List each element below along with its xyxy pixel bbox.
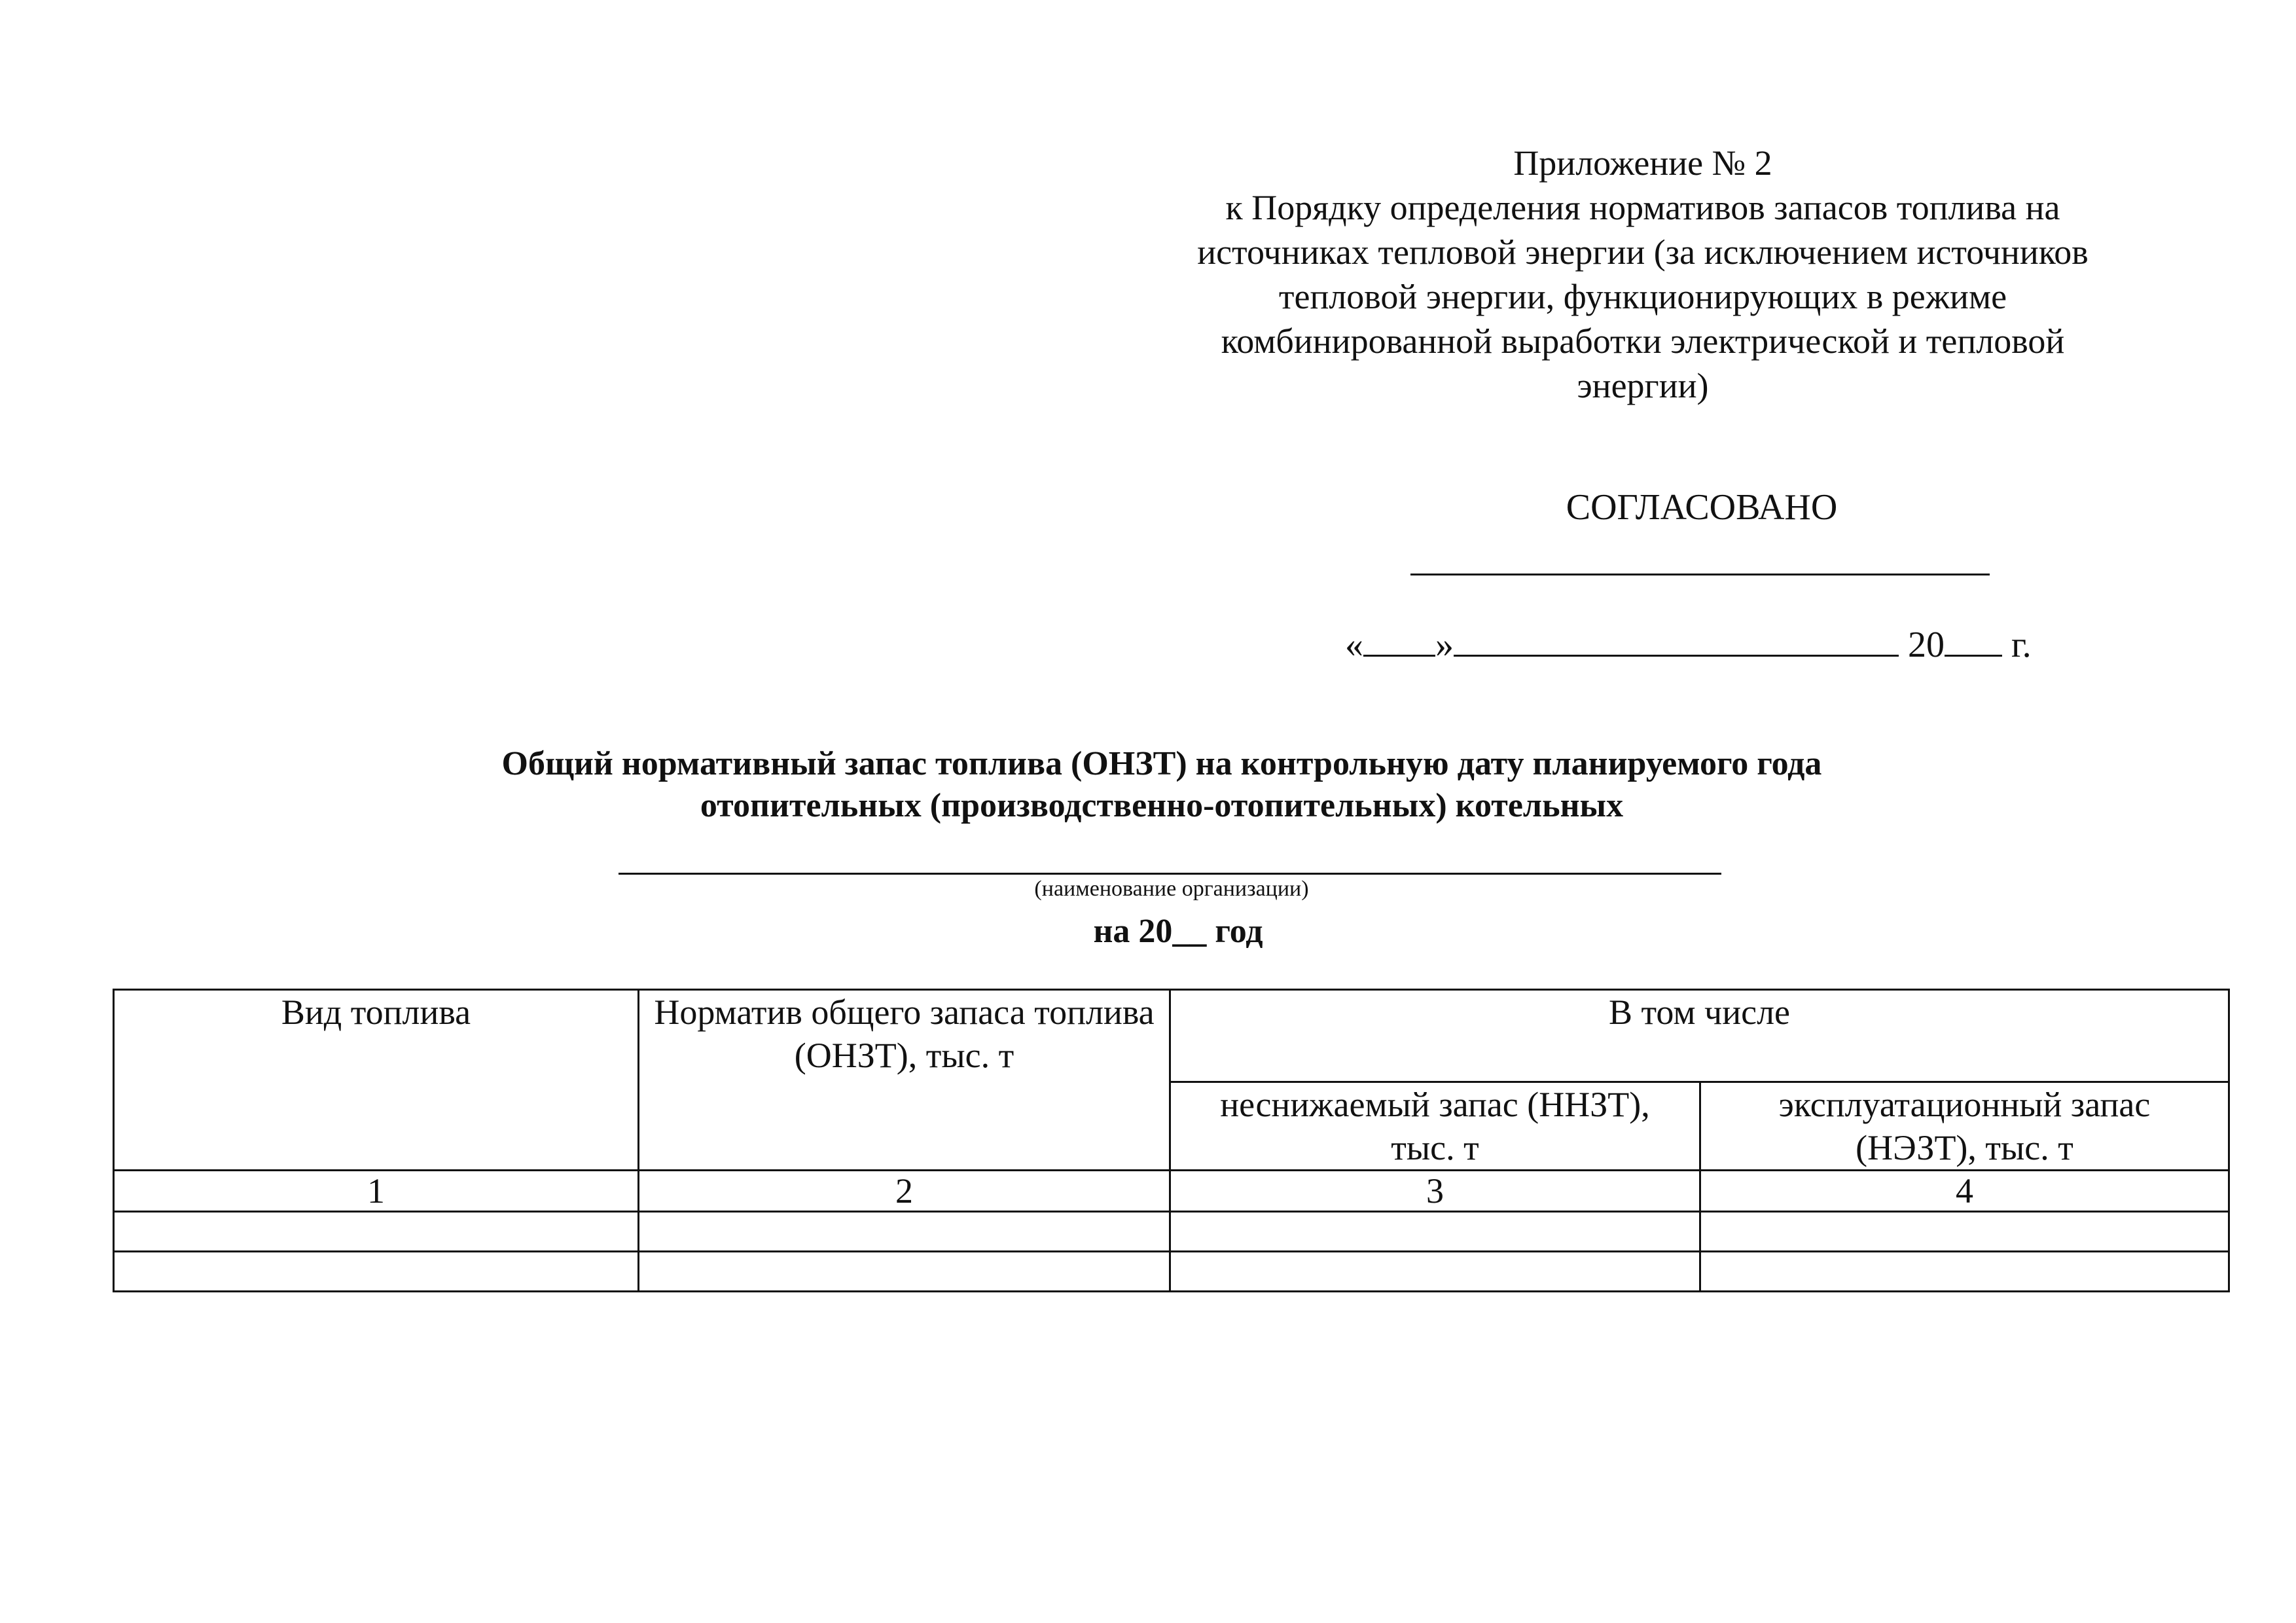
- table-row: [114, 1212, 2229, 1252]
- agreed-label: СОГЛАСОВАНО: [1566, 487, 1838, 528]
- organization-caption: (наименование организации): [1034, 877, 1309, 901]
- appendix-line: источниках тепловой энергии (за исключением источников: [1197, 232, 2089, 272]
- header-nezt: эксплуатационный запас (НЭЗТ), тыс. т: [1700, 1082, 2229, 1171]
- date-close-quote: »: [1435, 625, 1454, 665]
- header-fuel-type: Вид топлива: [114, 990, 639, 1171]
- header-nnzt: неснижаемый запас (ННЗТ), тыс. т: [1170, 1082, 1700, 1171]
- table-cell[interactable]: [1700, 1212, 2229, 1252]
- header-including: В том числе: [1170, 990, 2229, 1082]
- document-title: [327, 743, 1996, 827]
- appendix-line: тепловой энергии, функционирующих в режиме: [1278, 277, 2007, 316]
- table-header-row: [114, 990, 2229, 1082]
- column-number-row: [114, 1171, 2229, 1212]
- day-blank: [1363, 622, 1435, 657]
- column-number: 2: [639, 1171, 1170, 1212]
- appendix-line: Приложение № 2: [1513, 143, 1772, 183]
- appendix-header: [1139, 141, 2147, 408]
- column-number: 4: [1700, 1171, 2229, 1212]
- appendix-line: энергии): [1577, 366, 1709, 405]
- fuel-reserve-table: [113, 989, 2230, 1292]
- appendix-line: комбинированной выработки электрической и тепловой: [1221, 321, 2065, 361]
- table-cell[interactable]: [114, 1212, 639, 1252]
- year-blank: [1945, 622, 2002, 657]
- table-cell[interactable]: [639, 1252, 1170, 1292]
- month-blank: [1454, 622, 1899, 657]
- table-cell[interactable]: [1170, 1212, 1700, 1252]
- table-cell[interactable]: [1700, 1252, 2229, 1292]
- table-cell[interactable]: [1170, 1252, 1700, 1292]
- column-number: 1: [114, 1171, 639, 1212]
- appendix-line: к Порядку определения нормативов запасов топлива на: [1225, 188, 2060, 227]
- year-prefix: 20: [1908, 625, 1945, 665]
- title-line: отопительных (производственно-отопительных) котельных: [700, 787, 1624, 824]
- approval-date-line: [1345, 622, 2065, 668]
- year-suffix: г.: [2011, 625, 2032, 665]
- table-cell[interactable]: [639, 1212, 1170, 1252]
- date-open-quote: «: [1345, 625, 1363, 665]
- column-number: 3: [1170, 1171, 1700, 1212]
- table-row: [114, 1252, 2229, 1292]
- title-line: Общий нормативный запас топлива (ОНЗТ) на контрольную дату планируемого года: [501, 745, 1822, 782]
- approver-signature-line: [1410, 574, 1990, 575]
- planning-year: на 20__ год: [1093, 913, 1263, 950]
- table-cell[interactable]: [114, 1252, 639, 1292]
- header-total-norm: Норматив общего запаса топлива (ОНЗТ), тыс. т: [639, 990, 1170, 1171]
